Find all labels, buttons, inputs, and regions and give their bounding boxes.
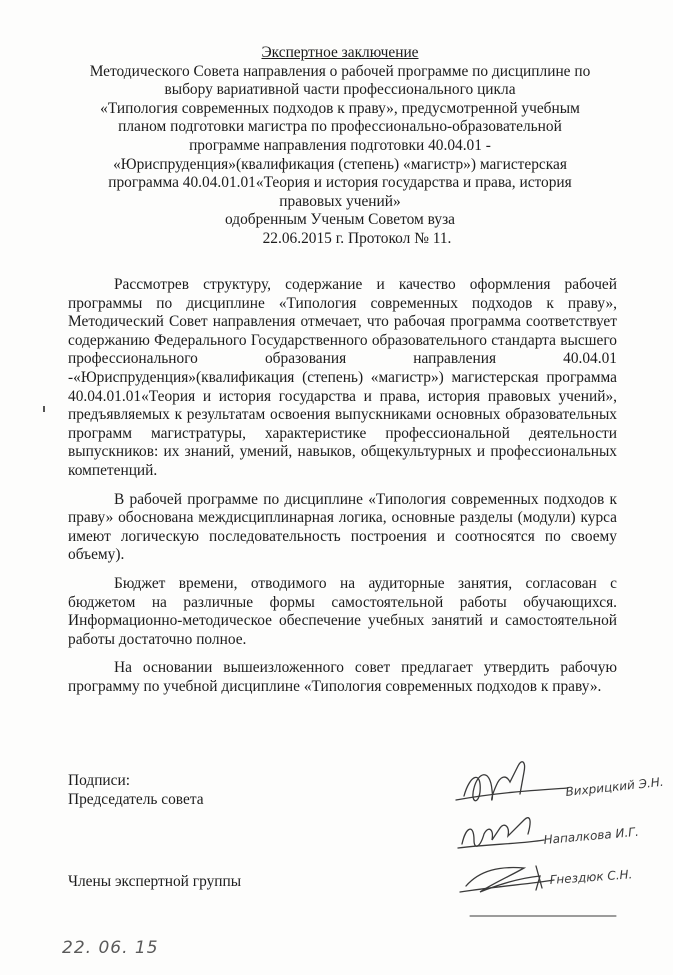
header-line: правовых учений»: [279, 192, 401, 210]
protocol-date: 22.06.2015 г. Протокол № 11.: [262, 229, 452, 247]
body-paragraph: Бюджет времени, отводимого на аудиторные занятия, согласован с бюджетом на различные формы самостоятельной работы обучающихся. Информационно-методическое обеспечение учебных занятий и самостоятельной работы достаточно полное.: [68, 574, 617, 648]
body-paragraph: Рассмотрев структуру, содержание и качество оформления рабочей программы по дисциплине «Типология современных подходов к праву», Методический Совет направления отмечает, что рабочая программа соответствует содержанию Федерального Государственного образовательного стандарта высшего профессионального образования направления 40.04.01 -«Юриспруденция»(квалификация (степень) «магистр») магистерская программа 40.04.01.01«Теория и история государства и права, история правовых учений», предъявляемых к результатам освоения выпускниками основных образовательных программ магистратуры, характеристике профессиональной деятельности выпускников: их знаний, умений, навыков, общекультурных и профессиональных компетенций.: [68, 276, 617, 479]
document-header: [60, 44, 620, 249]
handwritten-signatures: [440, 748, 670, 948]
header-line: программа 40.04.01.01«Теория и история государства и права, история: [108, 174, 572, 192]
header-line: Методического Совета направления о рабочей программе по дисциплине по: [89, 62, 591, 80]
body-paragraph: На основании вышеизложенного совет предлагает утвердить рабочую программу по учебной дисциплине «Типология современных подходов к праву».: [68, 659, 617, 695]
signature-name-1: Вихрицкий Э.Н.: [564, 774, 665, 799]
signatures-label: Подписи:: [68, 772, 131, 789]
document-body: [68, 276, 617, 706]
signature-name-3: Гнездюк С.Н.: [549, 867, 633, 887]
header-line: одобренным Ученым Советом вуза: [225, 211, 455, 229]
signature-name-2: Напалкова И.Г.: [543, 824, 640, 847]
body-paragraph: В рабочей программе по дисциплине «Типология современных подходов к праву» обоснована междисциплинарная логика, основные разделы (модули) курса имеют логическую последовательность построения и соотносятся по своему объему).: [68, 490, 617, 564]
header-line: «Типология современных подходов к праву», предусмотренной учебным: [100, 99, 580, 117]
header-line: планом подготовки магистра по профессионально-образовательной: [118, 118, 562, 136]
chair-label: Председатель совета: [68, 790, 204, 808]
handwritten-date: 22. 06. 15: [62, 938, 159, 958]
header-line: программе направления подготовки 40.04.01 -: [189, 136, 491, 154]
header-line: «Юриспруденция»(квалификация (степень) «магистр») магистерская: [113, 155, 567, 173]
signatures-block: [68, 772, 204, 809]
members-label: Члены экспертной группы: [68, 873, 242, 890]
margin-mark: [43, 406, 45, 412]
signature-2-scribble: [462, 818, 530, 847]
document-title: Экспертное заключение: [261, 44, 419, 61]
signature-3-scribble: [466, 868, 540, 892]
header-line: выбору вариативной части профессионального цикла: [164, 81, 516, 99]
